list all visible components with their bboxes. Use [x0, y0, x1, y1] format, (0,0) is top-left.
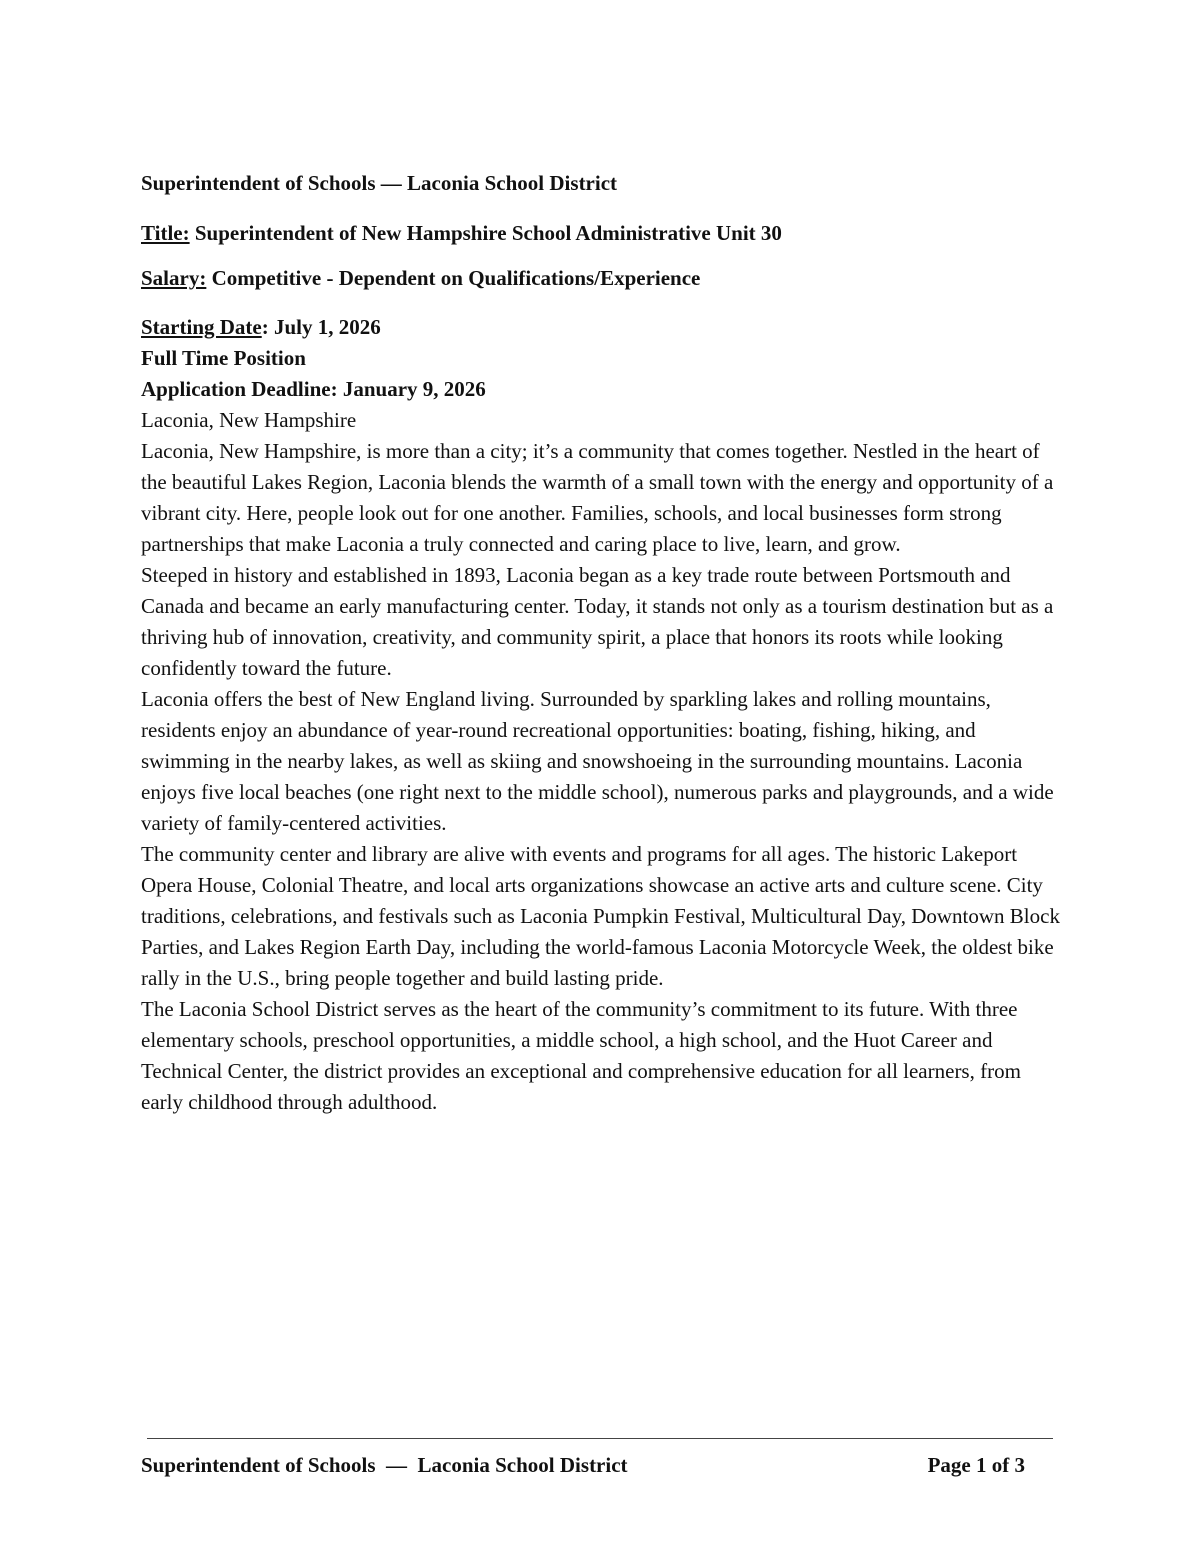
- page-number: Page 1 of 3: [927, 1453, 1025, 1477]
- footer-divider: [147, 1438, 1053, 1439]
- paragraph-community: Laconia, New Hampshire, is more than a city; it’s a community that comes together. Nestled in the heart of the beautiful Lakes Region, Laconia blends the warmth of a small town with the energy and opportunity of a vibrant city. Here, people look out for one another. Families, schools, and local businesses form strong partnerships that make Laconia a truly connected and caring place to live, learn, and grow.: [141, 439, 1054, 556]
- paragraph-culture: The community center and library are alive with events and programs for all ages. The historic Lakeport Opera House, Colonial Theatre, and local arts organizations showcase an active arts and culture scene. City traditions, celebrations, and festivals such as Laconia Pumpkin Festival, Multicultural Day, Downtown Block Parties, and Lakes Region Earth Day, including the world-famous Laconia Motorcycle Week, the oldest bike rally in the U.S., bring people together and build lasting pride.: [141, 842, 1060, 990]
- title-value: Superintendent of New Hampshire School Administrative Unit 30: [189, 221, 782, 245]
- starting-date-line: [141, 312, 1061, 343]
- document-heading: Superintendent of Schools — Laconia School District: [141, 171, 618, 195]
- paragraph-school-district: The Laconia School District serves as the heart of the community’s commitment to its future. With three elementary schools, preschool opportunities, a middle school, a high school, and the Huot Career and Technical Center, the district provides an exceptional and comprehensive education for all learners, from early childhood through adulthood.: [141, 997, 1021, 1114]
- salary-value: Competitive - Dependent on Qualifications/Experience: [206, 266, 701, 290]
- document-body: [141, 168, 1061, 1118]
- position-type: Full Time Position: [141, 346, 306, 370]
- title-line: [141, 218, 1061, 249]
- starting-date-value: : July 1, 2026: [261, 315, 381, 339]
- application-deadline: Application Deadline: January 9, 2026: [141, 377, 486, 401]
- title-label: Title:: [141, 221, 190, 245]
- location: Laconia, New Hampshire: [141, 408, 357, 432]
- salary-line: [141, 263, 1061, 294]
- salary-label: Salary:: [141, 266, 207, 290]
- footer-title: Superintendent of Schools — Laconia School District: [141, 1453, 628, 1477]
- starting-date-label: Starting Date: [141, 315, 262, 339]
- paragraph-history: Steeped in history and established in 1893, Laconia began as a key trade route between Portsmouth and Canada and became an early manufacturing center. Today, it stands not only as a tourism destination but as a thriving hub of innovation, creativity, and community spirit, a place that honors its roots while looking confidently toward the future.: [141, 563, 1054, 680]
- paragraph-recreation: Laconia offers the best of New England living. Surrounded by sparkling lakes and rolling mountains, residents enjoy an abundance of year-round recreational opportunities: boating, fishing, hiking, and swimming in the nearby lakes, as well as skiing and snowshoeing in the surrounding mountains. Laconia enjoys five local beaches (one right next to the middle school), numerous parks and playgrounds, and a wide variety of family-centered activities.: [141, 687, 1054, 835]
